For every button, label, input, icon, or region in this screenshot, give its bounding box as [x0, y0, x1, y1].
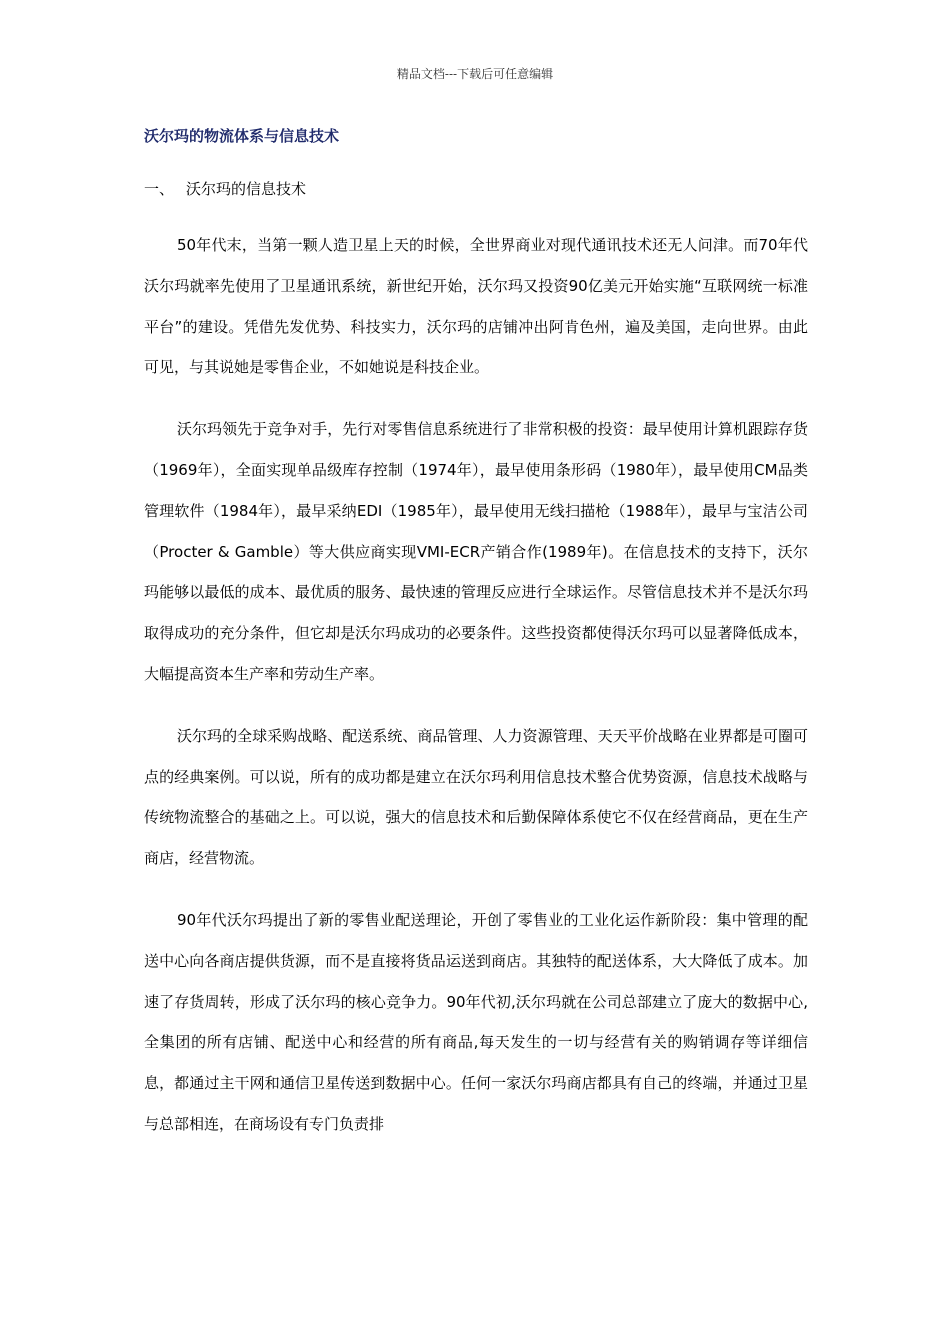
- paragraph-3: 沃尔玛的全球采购战略、配送系统、商品管理、人力资源管理、天天平价战略在业界都是可圈可点的经典案例。可以说，所有的成功都是建立在沃尔玛利用信息技术整合优势资源，信息技术战略与传统物流整合的基础之上。可以说，强大的信息技术和后勤保障体系使它不仅在经营商品，更在生产商店，经营物流。: [144, 726, 808, 868]
- document-title: 沃尔玛的物流体系与信息技术: [144, 127, 340, 145]
- section-number: 一、: [144, 180, 175, 198]
- page-header: 精品文档---下载后可任意编辑: [396, 67, 554, 81]
- paragraph-1: 50年代末，当第一颗人造卫星上天的时候，全世界商业对现代通讯技术还无人问津。而70年代沃尔玛就率先使用了卫星通讯系统，新世纪开始，沃尔玛又投资90亿美元开始实施“互联网统一标准平台”的建设。凭借先发优势、科技实力，沃尔玛的店铺冲出阿肯色州，遍及美国，走向世界。由此可见，与其说她是零售企业，不如她说是科技企业。: [144, 236, 808, 377]
- section-title: 沃尔玛的信息技术: [186, 180, 307, 198]
- document-body: [144, 122, 808, 1145]
- paragraph-4: 90年代沃尔玛提出了新的零售业配送理论，开创了零售业的工业化运作新阶段：集中管理的配送中心向各商店提供货源，而不是直接将货品运送到商店。其独特的配送体系，大大降低了成本。加速了存货周转，形成了沃尔玛的核心竞争力。90年代初,沃尔玛就在公司总部建立了庞大的数据中心,全集团的所有店铺、配送中心和经营的所有商品,每天发生的一切与经营有关的购销调存等详细信息，都通过主干网和通信卫星传送到数据中心。任何一家沃尔玛商店都具有自己的终端，并通过卫星与总部相连，在商场设有专门负责排: [144, 910, 808, 1133]
- paragraph-2: 沃尔玛领先于竞争对手，先行对零售信息系统进行了非常积极的投资：最早使用计算机跟踪存货（1969年），全面实现单品级库存控制（1974年），最早使用条形码（1980年），最早使用CM品类管理软件（1984年），最早采纳EDI（1985年），最早使用无线扫描枪（1988年），最早与宝洁公司（Procter & Gamble）等大供应商实现VMI-ECR产销合作(1989年)。在信息技术的支持下，沃尔玛能够以最低的成本、最优质的服务、最快速的管理反应进行全球运作。尽管信息技术并不是沃尔玛取得成功的充分条件，但它却是沃尔玛成功的必要条件。这些投资都使得沃尔玛可以显著降低成本，大幅提高资本生产率和劳动生产率。: [144, 420, 808, 683]
- section-heading: [144, 175, 808, 203]
